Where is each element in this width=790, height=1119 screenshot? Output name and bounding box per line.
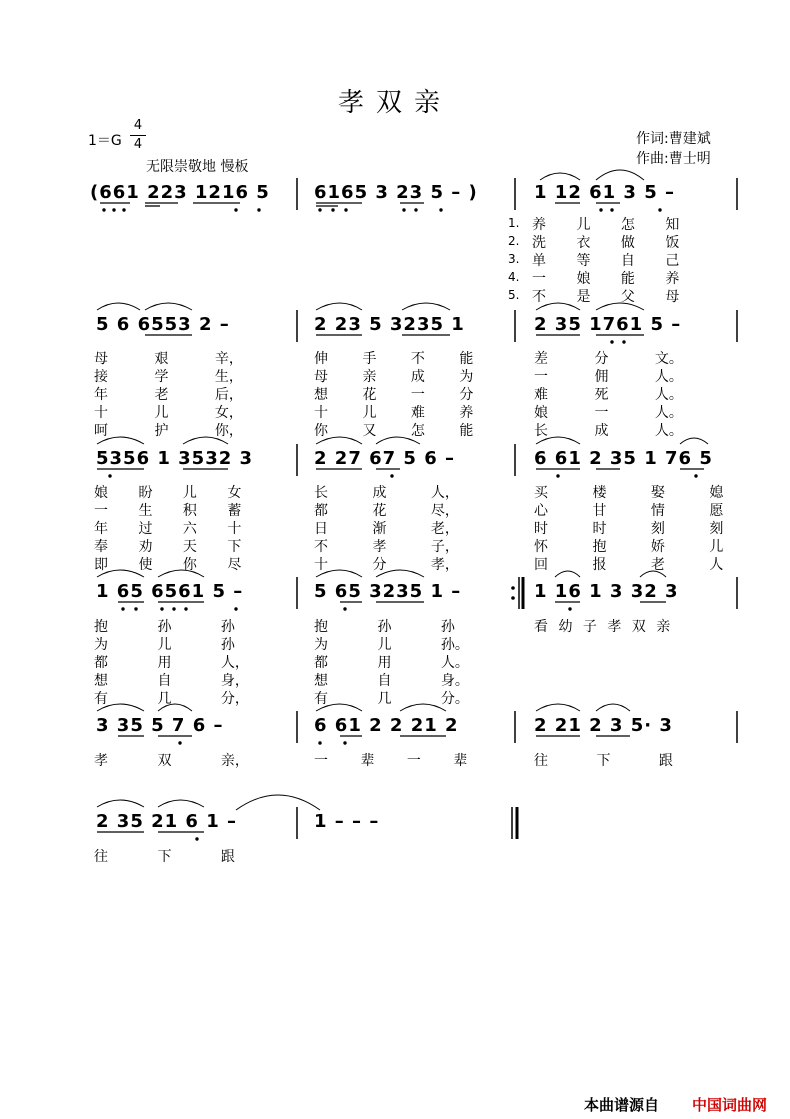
lyric-r2-v1-b: 伸 手 不 能 bbox=[314, 351, 474, 367]
measure-1-1: (661 223 1216 5 bbox=[90, 182, 270, 203]
lyric-r4-v1-c: 看 幼 子 孝 双 亲 bbox=[534, 619, 671, 635]
measure-3-3: 6 61 2 35 1 76 5 bbox=[534, 448, 713, 469]
lyric-r2-v1-c: 差 分 文。 bbox=[534, 351, 683, 367]
lyric-r2-v2-c: 一 佣 人。 bbox=[534, 369, 683, 385]
time-signature-top: 4 bbox=[133, 118, 143, 133]
measure-3-2: 2 27 67 5 6 – bbox=[314, 448, 456, 469]
tempo-marking: 无限崇敬地 慢板 bbox=[146, 159, 249, 175]
lyric-r1-v4: 一 娘 能 养 bbox=[532, 271, 680, 287]
lyric-r4-v3-b: 都 用 人。 bbox=[314, 655, 469, 671]
lyric-r2-v3-b: 想 花 一 分 bbox=[314, 387, 474, 403]
repeat-sign bbox=[511, 577, 523, 609]
lyric-r3-v3-a: 年 过 六 十 bbox=[94, 521, 242, 537]
final-bar-line bbox=[512, 807, 517, 839]
lyric-r2-v5-c: 长 成 人。 bbox=[534, 423, 683, 439]
measure-5-1: 3 35 5 7 6 – bbox=[96, 715, 224, 736]
measure-4-2: 5 65 3235 1 – bbox=[314, 581, 462, 602]
footer-site-link[interactable]: 中国词曲网 bbox=[692, 1096, 768, 1114]
lyric-r4-v1-b: 抱 孙 孙 bbox=[314, 619, 455, 635]
lyric-r3-v4-a: 奉 劝 天 下 bbox=[94, 539, 242, 555]
lyric-r1-v1: 养 儿 怎 知 bbox=[532, 217, 680, 233]
verse-number-5: 5. bbox=[508, 288, 520, 302]
key-signature: 1＝G bbox=[88, 133, 122, 149]
lyric-r2-v3-a: 年 老 后， bbox=[94, 387, 243, 403]
verse-number-2: 2. bbox=[508, 234, 520, 248]
song-title: 孝双亲 bbox=[337, 88, 452, 118]
lyric-r6-a: 往 下 跟 bbox=[94, 849, 235, 865]
composer: 作曲:曹士明 bbox=[636, 151, 711, 167]
lyric-r3-v5-c: 回 报 老 人 bbox=[534, 557, 724, 573]
measure-5-2: 6 61 2 2 21 2 bbox=[314, 715, 459, 736]
lyric-r3-v1-b: 长 成 人， bbox=[314, 485, 459, 501]
lyric-r3-v4-c: 怀 抱 娇 儿 bbox=[534, 539, 724, 555]
lyric-r2-v4-c: 娘 一 人。 bbox=[534, 405, 683, 421]
lyric-r4-v4-a: 想 自 身， bbox=[94, 673, 249, 689]
measure-4-1: 1 65 6561 5 – bbox=[96, 581, 244, 602]
lyric-r2-v4-a: 十 儿 女， bbox=[94, 405, 243, 421]
lyric-r5-c: 往 下 跟 bbox=[534, 753, 673, 769]
measure-6-2: 1 – – – bbox=[314, 811, 380, 832]
lyric-r3-v2-b: 都 花 尽， bbox=[314, 503, 459, 519]
lyric-r4-v2-b: 为 儿 孙。 bbox=[314, 637, 469, 653]
measure-5-3: 2 21 2 3 5· 3 bbox=[534, 715, 673, 736]
lyric-r3-v1-c: 买 楼 娶 媳 bbox=[534, 485, 724, 501]
measure-4-3: 1 16 1 3 32 3 bbox=[534, 581, 679, 602]
lyric-r3-v3-c: 时 时 刻 刻 bbox=[534, 521, 724, 537]
verse-number-4: 4. bbox=[508, 270, 520, 284]
lyricist: 作词:曹建斌 bbox=[636, 131, 711, 147]
lyric-r4-v1-a: 抱 孙 孙 bbox=[94, 619, 235, 635]
lyric-r2-v3-c: 难 死 人。 bbox=[534, 387, 683, 403]
lyric-r4-v3-a: 都 用 人， bbox=[94, 655, 249, 671]
lyric-r2-v5-b: 你 又 怎 能 bbox=[314, 423, 474, 439]
lyric-r4-v5-b: 有 几 分。 bbox=[314, 691, 469, 707]
lyric-r4-v5-a: 有 几 分， bbox=[94, 691, 249, 707]
lyric-r2-v1-a: 母 艰 辛， bbox=[94, 351, 243, 367]
lyric-r3-v4-b: 不 孝 子， bbox=[314, 539, 459, 555]
measure-1-2: 6165 3 23 5 – ) bbox=[314, 182, 478, 203]
measure-1-3: 1 12 61 3 5 – bbox=[534, 182, 676, 203]
measure-6-1: 2 35 21 6 1 – bbox=[96, 811, 238, 832]
verse-number-1: 1. bbox=[508, 216, 520, 230]
lyric-r1-v2: 洗 衣 做 饭 bbox=[532, 235, 680, 251]
lyric-r1-v5: 不 是 父 母 bbox=[532, 289, 680, 305]
footer-source-text: 本曲谱源自 bbox=[584, 1096, 660, 1114]
measure-2-2: 2 23 5 3235 1 bbox=[314, 314, 465, 335]
lyric-r5-a: 孝 双 亲， bbox=[94, 753, 249, 769]
measure-2-3: 2 35 1761 5 – bbox=[534, 314, 682, 335]
verse-number-3: 3. bbox=[508, 252, 520, 266]
lyric-r3-v5-b: 十 分 孝， bbox=[314, 557, 459, 573]
time-signature-bottom: 4 bbox=[133, 137, 143, 152]
lyric-r5-b: 一 辈 一 辈 bbox=[314, 753, 468, 769]
lyric-r2-v4-b: 十 儿 难 养 bbox=[314, 405, 474, 421]
measure-3-1: 5356 1 3532 3 bbox=[96, 448, 254, 469]
lyric-r3-v2-a: 一 生 积 蓄 bbox=[94, 503, 242, 519]
lyric-r2-v5-a: 呵 护 你， bbox=[94, 423, 243, 439]
lyric-r1-v3: 单 等 自 己 bbox=[532, 253, 680, 269]
lyric-r4-v4-b: 想 自 身。 bbox=[314, 673, 469, 689]
lyric-r3-v2-c: 心 甘 情 愿 bbox=[534, 503, 724, 519]
lyric-r3-v3-b: 日 渐 老， bbox=[314, 521, 459, 537]
lyric-r4-v2-a: 为 儿 孙 bbox=[94, 637, 235, 653]
lyric-r3-v5-a: 即 使 你 尽 bbox=[94, 557, 242, 573]
measure-2-1: 5 6 6553 2 – bbox=[96, 314, 230, 335]
lyric-r2-v2-a: 接 学 生， bbox=[94, 369, 243, 385]
lyric-r2-v2-b: 母 亲 成 为 bbox=[314, 369, 474, 385]
lyric-r3-v1-a: 娘 盼 儿 女 bbox=[94, 485, 242, 501]
